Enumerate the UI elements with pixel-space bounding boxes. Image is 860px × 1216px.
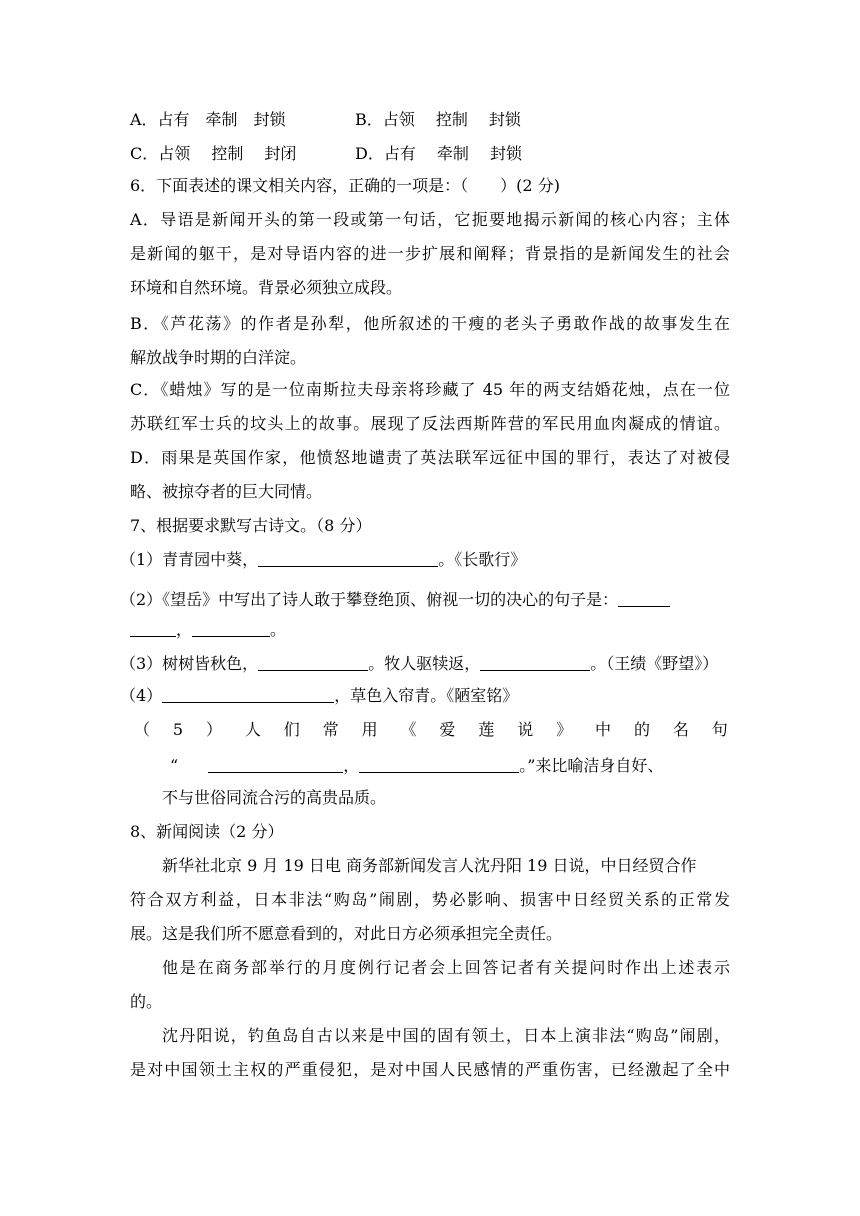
q7-item4-blank[interactable]: [162, 682, 334, 703]
q6-option-b-line2: 解放战争时期的白洋淀。: [130, 348, 307, 367]
q7-item2-comma: ，: [176, 620, 193, 639]
q7-item5-char: 用: [361, 720, 378, 739]
q7-item5-char: 名: [672, 720, 689, 739]
q7-item5-char: 的: [633, 720, 650, 739]
q6-option-a-line1: A．导语是新闻开头的第一段或第一句话，它扼要地揭示新闻的核心内容；主体: [130, 210, 730, 229]
q7-item5-tail: 。”来比喻洁身自好、: [519, 756, 664, 775]
q7-item4-source: ，草色入帘青。《陋室铭》: [334, 686, 519, 705]
q7-item5-line1: [134, 714, 728, 746]
q6-option-b-line1: B．《芦花荡》的作者是孙犁，他所叙述的干瘦的老头子勇敢作战的故事发生在: [130, 314, 730, 333]
q8-para1-line3: 展。这是我们所不愿意看到的，对此日方必须承担完全责任。: [130, 924, 563, 943]
q6-option-d-line2: 略、被掠夺者的巨大同情。: [130, 482, 323, 501]
q6-option-c-line2: 苏联红军士兵的坟头上的故事。展现了反法西斯阵营的军民用血肉凝成的情谊。: [130, 414, 730, 433]
option-row-ab: [130, 104, 730, 136]
q7-item3-blank-a[interactable]: [258, 650, 368, 671]
option-d: D．占有 牵制 封锁: [355, 144, 523, 163]
q7-item2-continued: [130, 614, 730, 646]
q7-item5-line2: [170, 750, 735, 782]
q7-item1-prompt: （1）青青园中葵，: [120, 550, 259, 569]
q8-stem: 8、新闻阅读（2 分）: [130, 822, 284, 841]
q7-stem: 7、根据要求默写古诗文。（8 分）: [130, 516, 372, 535]
option-c: C．占领 控制 封闭: [130, 144, 297, 163]
q7-item5-char: 爱: [439, 720, 456, 739]
q6-option-c-line1: C．《蜡烛》写的是一位南斯拉夫母亲将珍藏了 45 年的两支结婚花烛，点在一位: [130, 380, 730, 399]
q7-item5-line3: 不与世俗同流合污的高贵品质。: [162, 788, 387, 807]
q7-item1-blank[interactable]: [258, 546, 438, 567]
q7-item3-prompt: （3）树树皆秋色，: [120, 654, 259, 673]
q7-item5-char: 莲: [478, 720, 495, 739]
q7-item5-open-quote: “: [170, 756, 179, 775]
q7-item5-char: 常: [322, 720, 339, 739]
q7-item2-blank-b[interactable]: [192, 616, 270, 637]
q7-item2-end: 。: [270, 620, 287, 639]
q7-item2: [120, 584, 732, 616]
q7-item3-source: 。（王绩《野望》）: [590, 654, 719, 673]
q7-item5-char: 人: [244, 720, 261, 739]
q8-para2-line1: 他是在商务部举行的月度例行记者会上回答记者有关提问时作出上述表示: [162, 958, 730, 977]
q7-item5-char: （: [134, 720, 151, 739]
q7-item3-mid: 。牧人驱犊返，: [368, 654, 481, 673]
q6-stem: 6．下面表述的课文相关内容，正确的一项是：（ ）(2 分): [130, 176, 560, 195]
q7-item5-comma: ，: [343, 756, 360, 775]
q7-item5-char: 《: [400, 720, 417, 739]
q7-item5-char: 中: [595, 720, 612, 739]
q7-item2-blank-a-continued[interactable]: [130, 616, 176, 637]
q7-item4-number: （4）: [120, 686, 163, 705]
q6-option-d-line1: D．雨果是英国作家，他愤怒地谴责了英法联军远征中国的罪行，表达了对被侵: [130, 448, 730, 467]
q7-item5-char: 们: [283, 720, 300, 739]
q8-para3-line2: 是对中国领土主权的严重侵犯，是对中国人民感情的严重伤害，已经激起了全中: [130, 1060, 730, 1079]
q8-para3-line1: 沈丹阳说，钓鱼岛自古以来是中国的固有领土，日本上演非法“购岛”闹剧，: [162, 1026, 730, 1045]
q8-para1-line2: 符合双方利益，日本非法“购岛”闹剧，势必影响、损害中日经贸关系的正常发: [130, 890, 730, 909]
option-row-cd: [130, 138, 730, 170]
q7-item3-blank-b[interactable]: [480, 650, 590, 671]
q6-option-a-line2: 是新闻的躯干，是对导语内容的进一步扩展和阐释；背景指的是新闻发生的社会: [130, 244, 730, 263]
q7-item3: [120, 648, 720, 680]
option-a: A．占有 牵制 封锁: [130, 110, 286, 129]
q8-para2-line2: 的。: [130, 992, 163, 1011]
q7-item1: [120, 544, 720, 576]
q7-item5-char: 5: [172, 720, 184, 739]
q7-item5-char: 说: [517, 720, 534, 739]
q7-item5-char: 》: [556, 720, 573, 739]
q7-item5-blank-a[interactable]: [208, 752, 343, 773]
q7-item5-blank-b[interactable]: [359, 752, 519, 773]
q7-item5-char: ）: [205, 720, 222, 739]
q6-option-a-line3: 环境和自然环境。背景必须独立成段。: [130, 278, 403, 297]
q7-item4: [120, 680, 720, 712]
q8-para1-line1: 新华社北京 9 月 19 日电 商务部新闻发言人沈丹阳 19 日说，中日经贸合作: [162, 856, 697, 875]
q7-item5-char: 句: [711, 720, 728, 739]
option-b: B．占领 控制 封锁: [355, 110, 521, 129]
q7-item2-prompt: （2）《望岳》中写出了诗人敢于攀登绝顶、俯视一切的决心的句子是：: [120, 590, 619, 609]
q7-item1-source: 。《长歌行》: [438, 550, 527, 569]
q7-item2-blank-a[interactable]: [618, 586, 670, 607]
